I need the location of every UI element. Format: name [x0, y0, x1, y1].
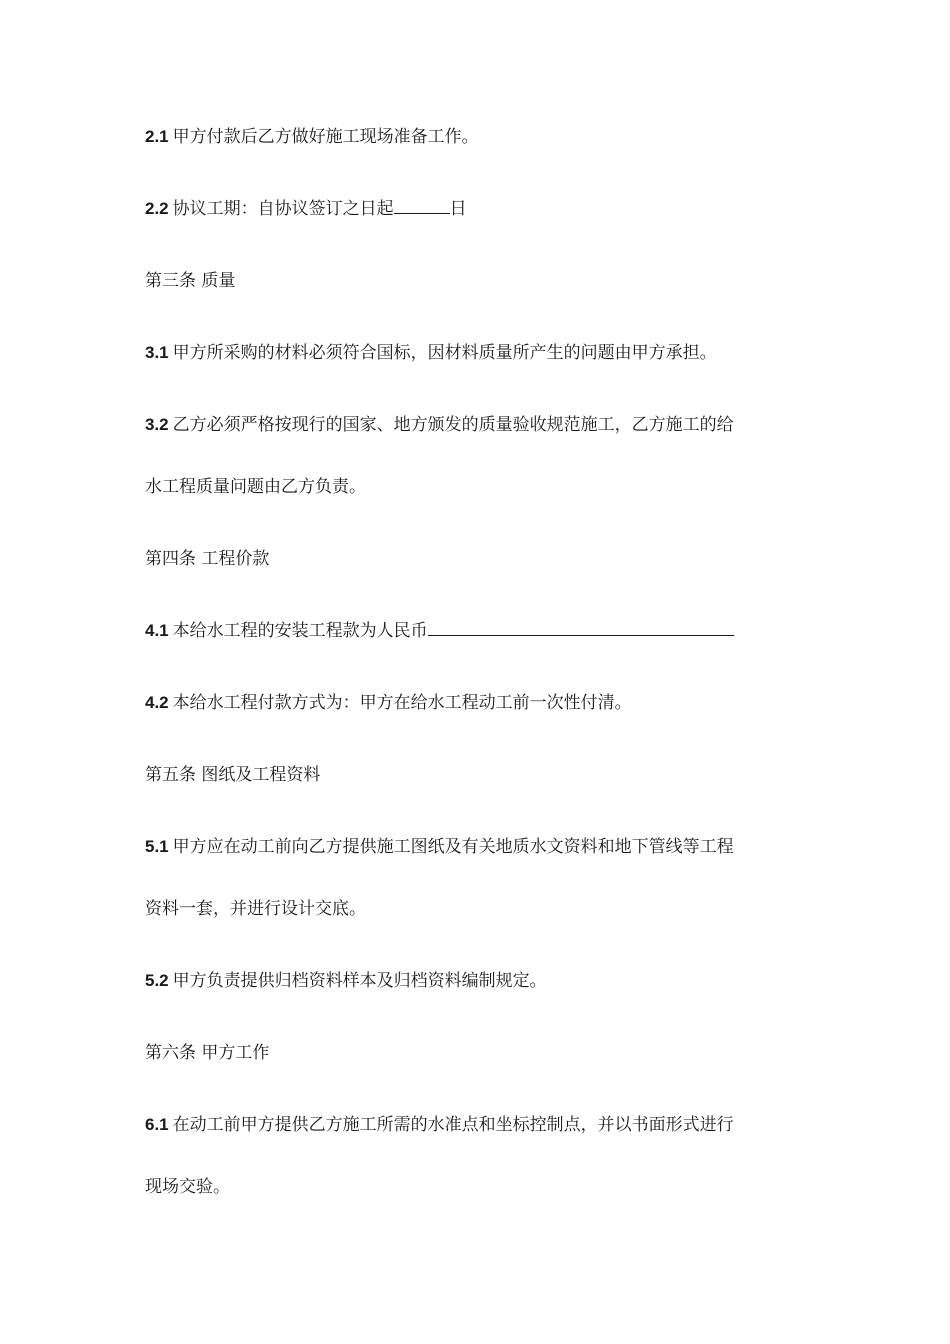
clause-text: 甲方应在动工前向乙方提供施工图纸及有关地质水文资料和地下管线等工程 — [172, 837, 734, 857]
clause-text: 本给水工程付款方式为：甲方在给水工程动工前一次性付清。 — [172, 693, 632, 713]
clause-text: 甲方负责提供归档资料样本及归档资料编制规定。 — [172, 971, 547, 991]
clause-2-2 — [145, 191, 815, 227]
clause-line-2: 水工程质量问题由乙方负责。 — [145, 477, 366, 497]
clause-6-1 — [145, 1107, 815, 1205]
clause-number: 5.1 — [145, 837, 169, 856]
clause-text: 甲方付款后乙方做好施工现场准备工作。 — [172, 127, 479, 147]
clause-4-2 — [145, 685, 815, 721]
document-body — [145, 119, 815, 1241]
clause-line-2: 现场交验。 — [145, 1177, 230, 1197]
clause-line-1 — [145, 829, 815, 865]
clause-number: 4.2 — [145, 693, 169, 712]
clause-number: 6.1 — [145, 1115, 169, 1134]
clause-5-1 — [145, 829, 815, 927]
clause-line-1 — [145, 407, 815, 443]
clause-number: 4.1 — [145, 621, 169, 640]
clause-2-1 — [145, 119, 815, 155]
clause-line-2: 资料一套，并进行设计交底。 — [145, 899, 366, 919]
clause-text: 甲方所采购的材料必须符合国标，因材料质量所产生的问题由甲方承担。 — [172, 343, 717, 363]
clause-text: 在动工前甲方提供乙方施工所需的水准点和坐标控制点，并以书面形式进行 — [172, 1115, 734, 1135]
article-5-heading: 第五条 图纸及工程资料 — [145, 765, 321, 785]
clause-4-1 — [145, 613, 815, 649]
clause-line-1 — [145, 1107, 815, 1143]
clause-5-2 — [145, 963, 815, 999]
clause-number: 2.2 — [145, 199, 169, 218]
clause-3-2 — [145, 407, 815, 505]
clause-text-suffix: 日 — [449, 199, 467, 219]
fill-in-blank-amount[interactable] — [428, 615, 734, 636]
article-3-heading: 第三条 质量 — [145, 271, 236, 291]
clause-3-1 — [145, 335, 815, 371]
article-6-heading: 第六条 甲方工作 — [145, 1043, 270, 1063]
clause-text: 乙方必须严格按现行的国家、地方颁发的质量验收规范施工，乙方施工的给 — [172, 415, 734, 435]
clause-number: 3.1 — [145, 343, 169, 362]
clause-number: 3.2 — [145, 415, 169, 434]
clause-text: 协议工期：自协议签订之日起 — [172, 199, 394, 219]
clause-number: 5.2 — [145, 971, 169, 990]
article-4-heading: 第四条 工程价款 — [145, 549, 270, 569]
clause-number: 2.1 — [145, 127, 169, 146]
fill-in-blank-days[interactable] — [394, 193, 450, 214]
clause-text: 本给水工程的安装工程款为人民币 — [172, 621, 428, 641]
